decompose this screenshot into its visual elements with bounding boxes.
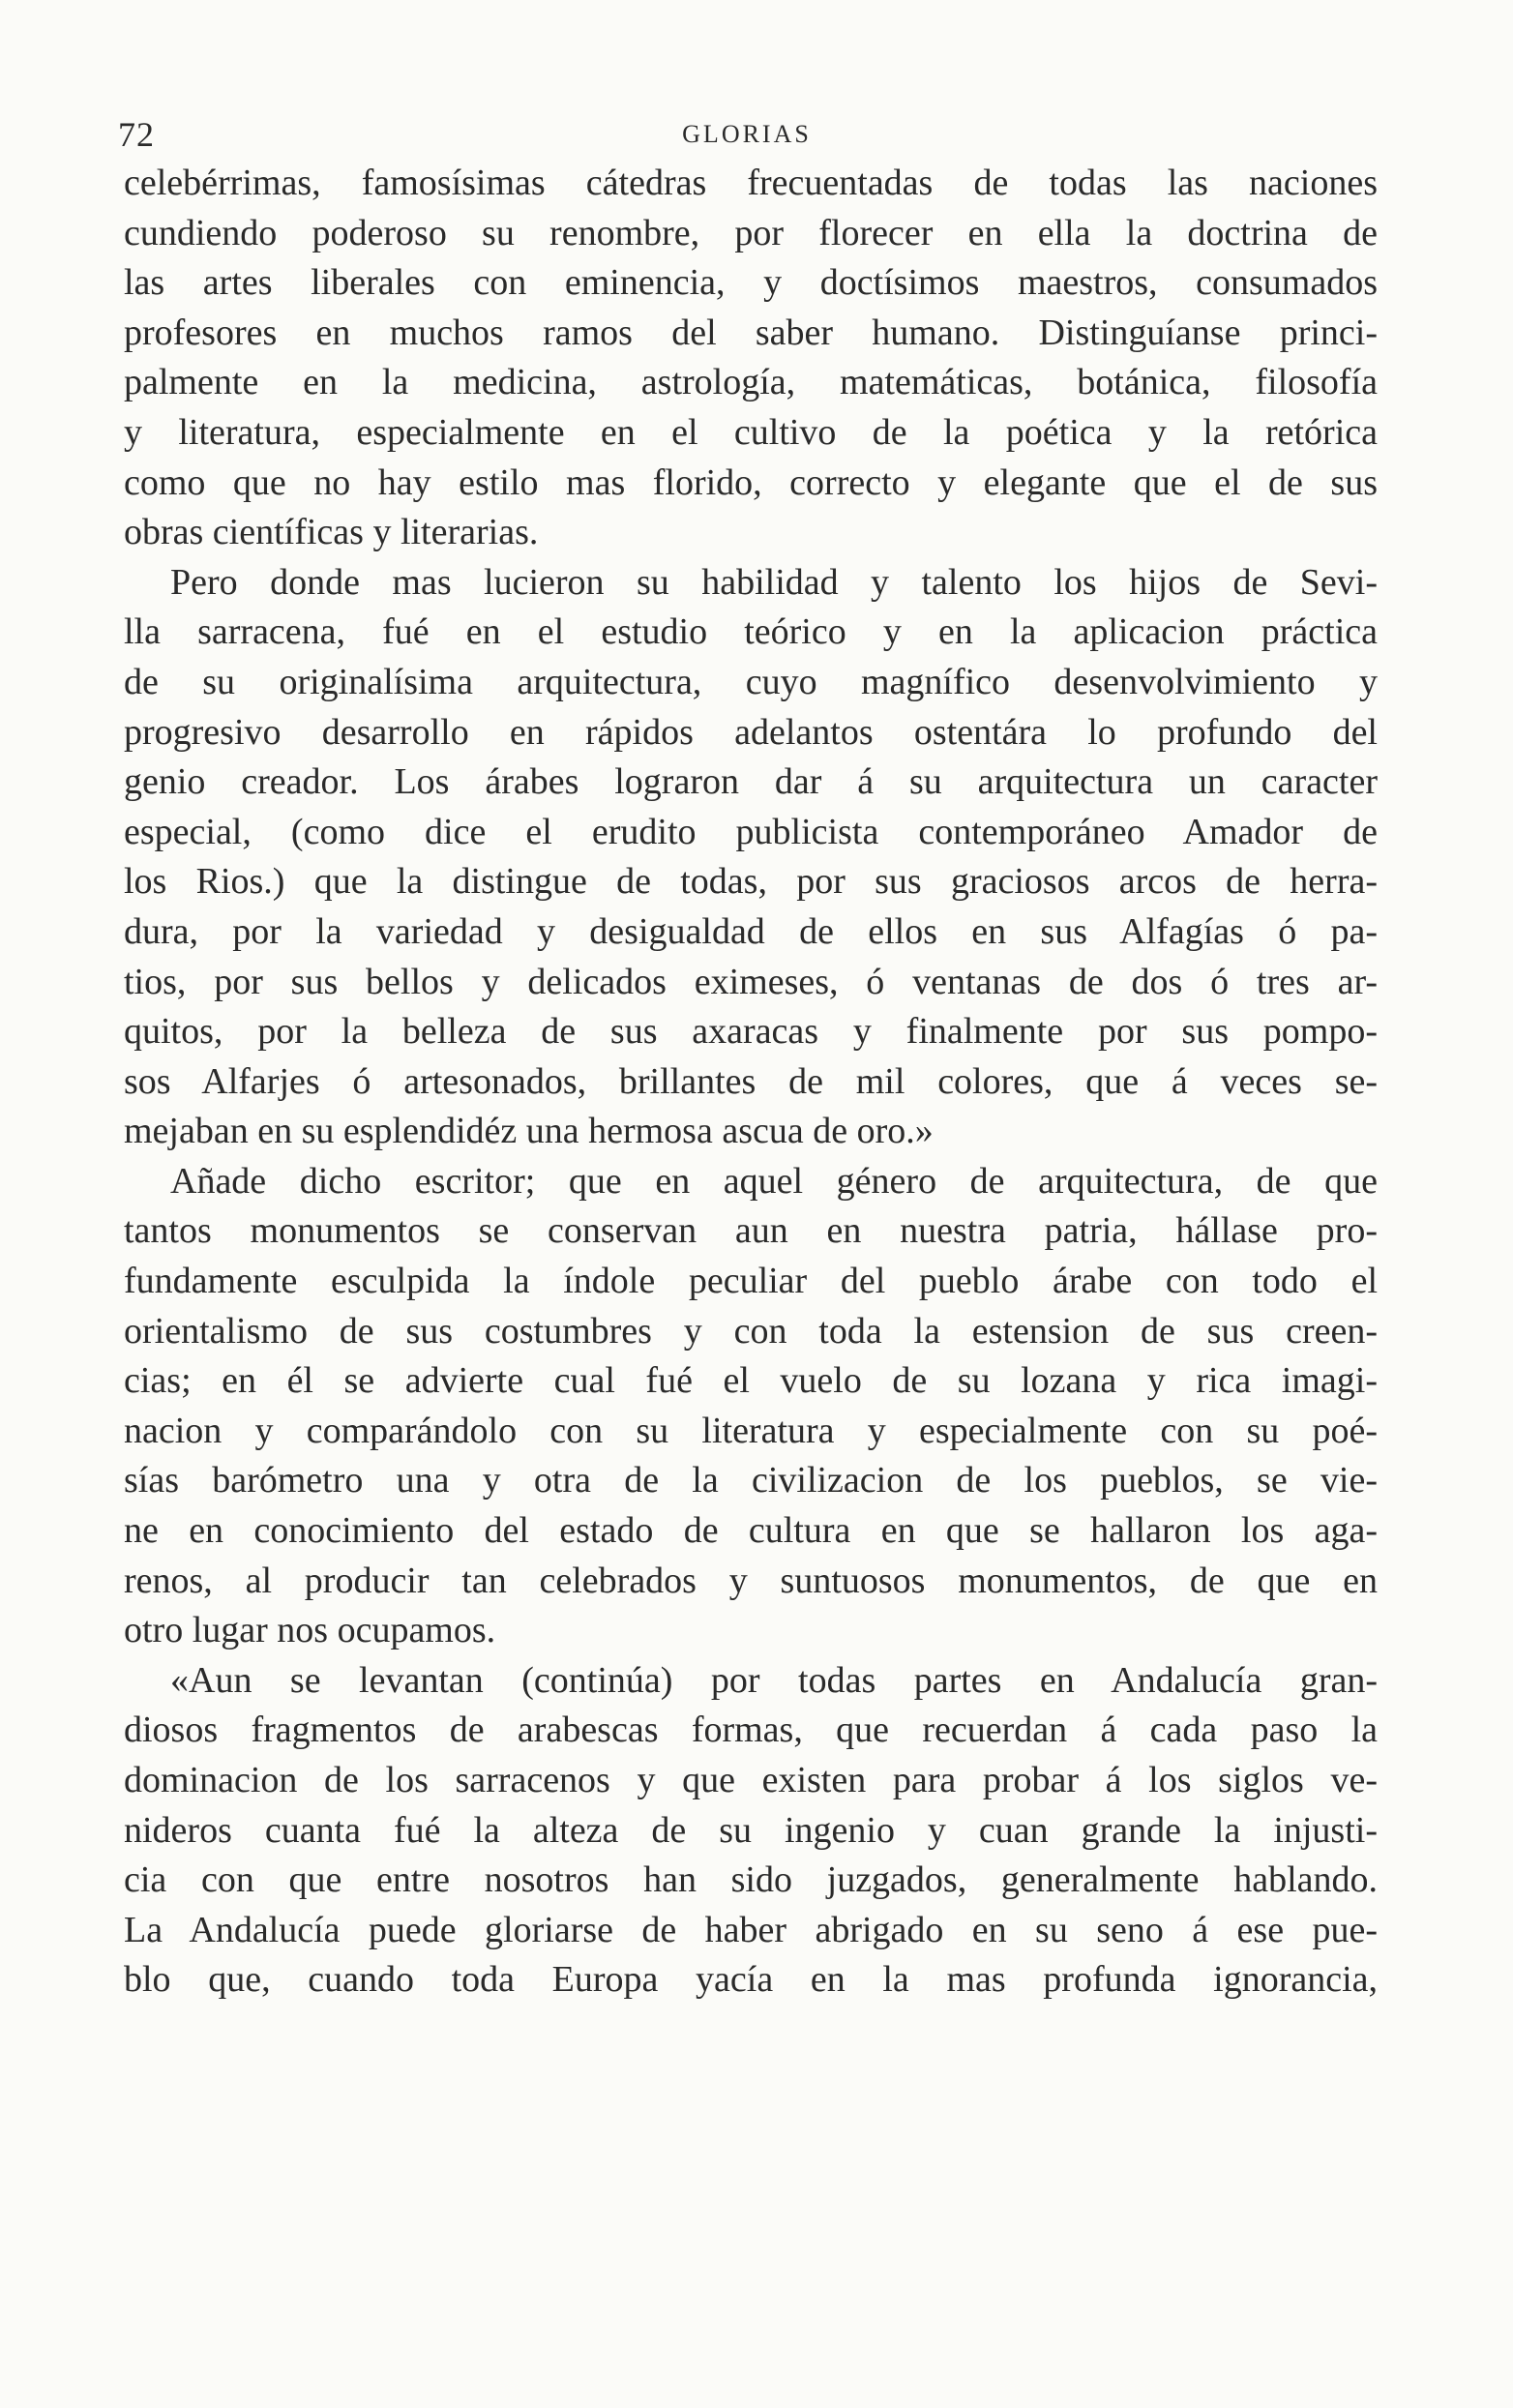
text-line: los Rios.) que la distingue de todas, por sus graciosos arcos de herra- [124, 861, 1378, 903]
page-header [118, 114, 1376, 153]
text-line: nideros cuanta fué la alteza de su ingenio y cuan grande la injusti- [124, 1809, 1378, 1851]
text-line: profesores en muchos ramos del saber humano. Distinguíanse princi- [124, 312, 1378, 353]
text-line: de su originalísima arquitectura, cuyo magnífico desenvolvimiento y [124, 661, 1378, 702]
text-line: sías barómetro una y otra de la civilizacion de los pueblos, se vie- [124, 1460, 1378, 1501]
running-title: GLORIAS [682, 120, 812, 148]
page-number: 72 [118, 115, 155, 154]
text-line: otro lugar nos ocupamos. [124, 1610, 496, 1651]
text-line: especial, (como dice el erudito publicista contemporáneo Amador de [124, 811, 1378, 852]
text-line: Añade dicho escritor; que en aquel género de arquitectura, de que [170, 1160, 1378, 1202]
text-line: y literatura, especialmente en el cultivo de la poética y la retórica [124, 411, 1378, 453]
text-line: cia con que entre nosotros han sido juzgados, generalmente hablando. [124, 1859, 1378, 1901]
text-line: lla sarracena, fué en el estudio teórico y en la aplicacion práctica [124, 611, 1378, 653]
text-line: mejaban en su esplendidéz una hermosa ascua de oro.» [124, 1111, 934, 1152]
text-line: sos Alfarjes ó artesonados, brillantes de mil colores, que á veces se- [124, 1060, 1378, 1102]
text-line: ne en conocimiento del estado de cultura en que se hallaron los aga- [124, 1510, 1378, 1552]
text-line: dominacion de los sarracenos y que existen para probar á los siglos ve- [124, 1760, 1378, 1800]
text-line: tios, por sus bellos y delicados eximeses, ó ventanas de dos ó tres ar- [124, 961, 1378, 1002]
text-line: palmente en la medicina, astrología, matemáticas, botánica, filosofía [124, 362, 1378, 403]
text-line: celebérrimas, famosísimas cátedras frecuentadas de todas las naciones [124, 163, 1378, 203]
text-line: renos, al producir tan celebrados y suntuosos monumentos, de que en [124, 1560, 1378, 1601]
text-line: Pero donde mas lucieron su habilidad y talento los hijos de Sevi- [170, 561, 1378, 603]
text-line: blo que, cuando toda Europa yacía en la mas profunda ignorancia, [124, 1959, 1378, 2001]
text-line: «Aun se levantan (continúa) por todas partes en Andalucía gran- [170, 1659, 1378, 1701]
text-line: cundiendo poderoso su renombre, por florecer en ella la doctrina de [124, 212, 1378, 253]
text-line: genio creador. Los árabes lograron dar á su arquitectura un caracter [124, 761, 1378, 803]
text-line: quitos, por la belleza de sus axaracas y finalmente por sus pompo- [124, 1011, 1378, 1053]
text-line: orientalismo de sus costumbres y con toda la estension de sus creen- [124, 1310, 1378, 1352]
text-line: como que no hay estilo mas florido, correcto y elegante que el de sus [124, 461, 1378, 503]
text-line: nacion y comparándolo con su literatura y especialmente con su poé- [124, 1410, 1378, 1451]
text-line: dura, por la variedad y desigualdad de ellos en sus Alfagías ó pa- [124, 910, 1378, 952]
text-line: La Andalucía puede gloriarse de haber abrigado en su seno á ese pue- [124, 1909, 1378, 1950]
text-line: progresivo desarrollo en rápidos adelantos ostentára lo profundo del [124, 711, 1378, 753]
text-line: tantos monumentos se conservan aun en nuestra patria, hállase pro- [124, 1210, 1378, 1252]
text-line: diosos fragmentos de arabescas formas, que recuerdan á cada paso la [124, 1709, 1378, 1751]
body-text [124, 159, 1378, 2006]
text-line: las artes liberales con eminencia, y doctísimos maestros, consumados [124, 262, 1378, 304]
text-line: cias; en él se advierte cual fué el vuelo de su lozana y rica imagi- [124, 1360, 1378, 1402]
text-line: obras científicas y literarias. [124, 512, 539, 553]
text-line: fundamente esculpida la índole peculiar del pueblo árabe con todo el [124, 1261, 1378, 1302]
